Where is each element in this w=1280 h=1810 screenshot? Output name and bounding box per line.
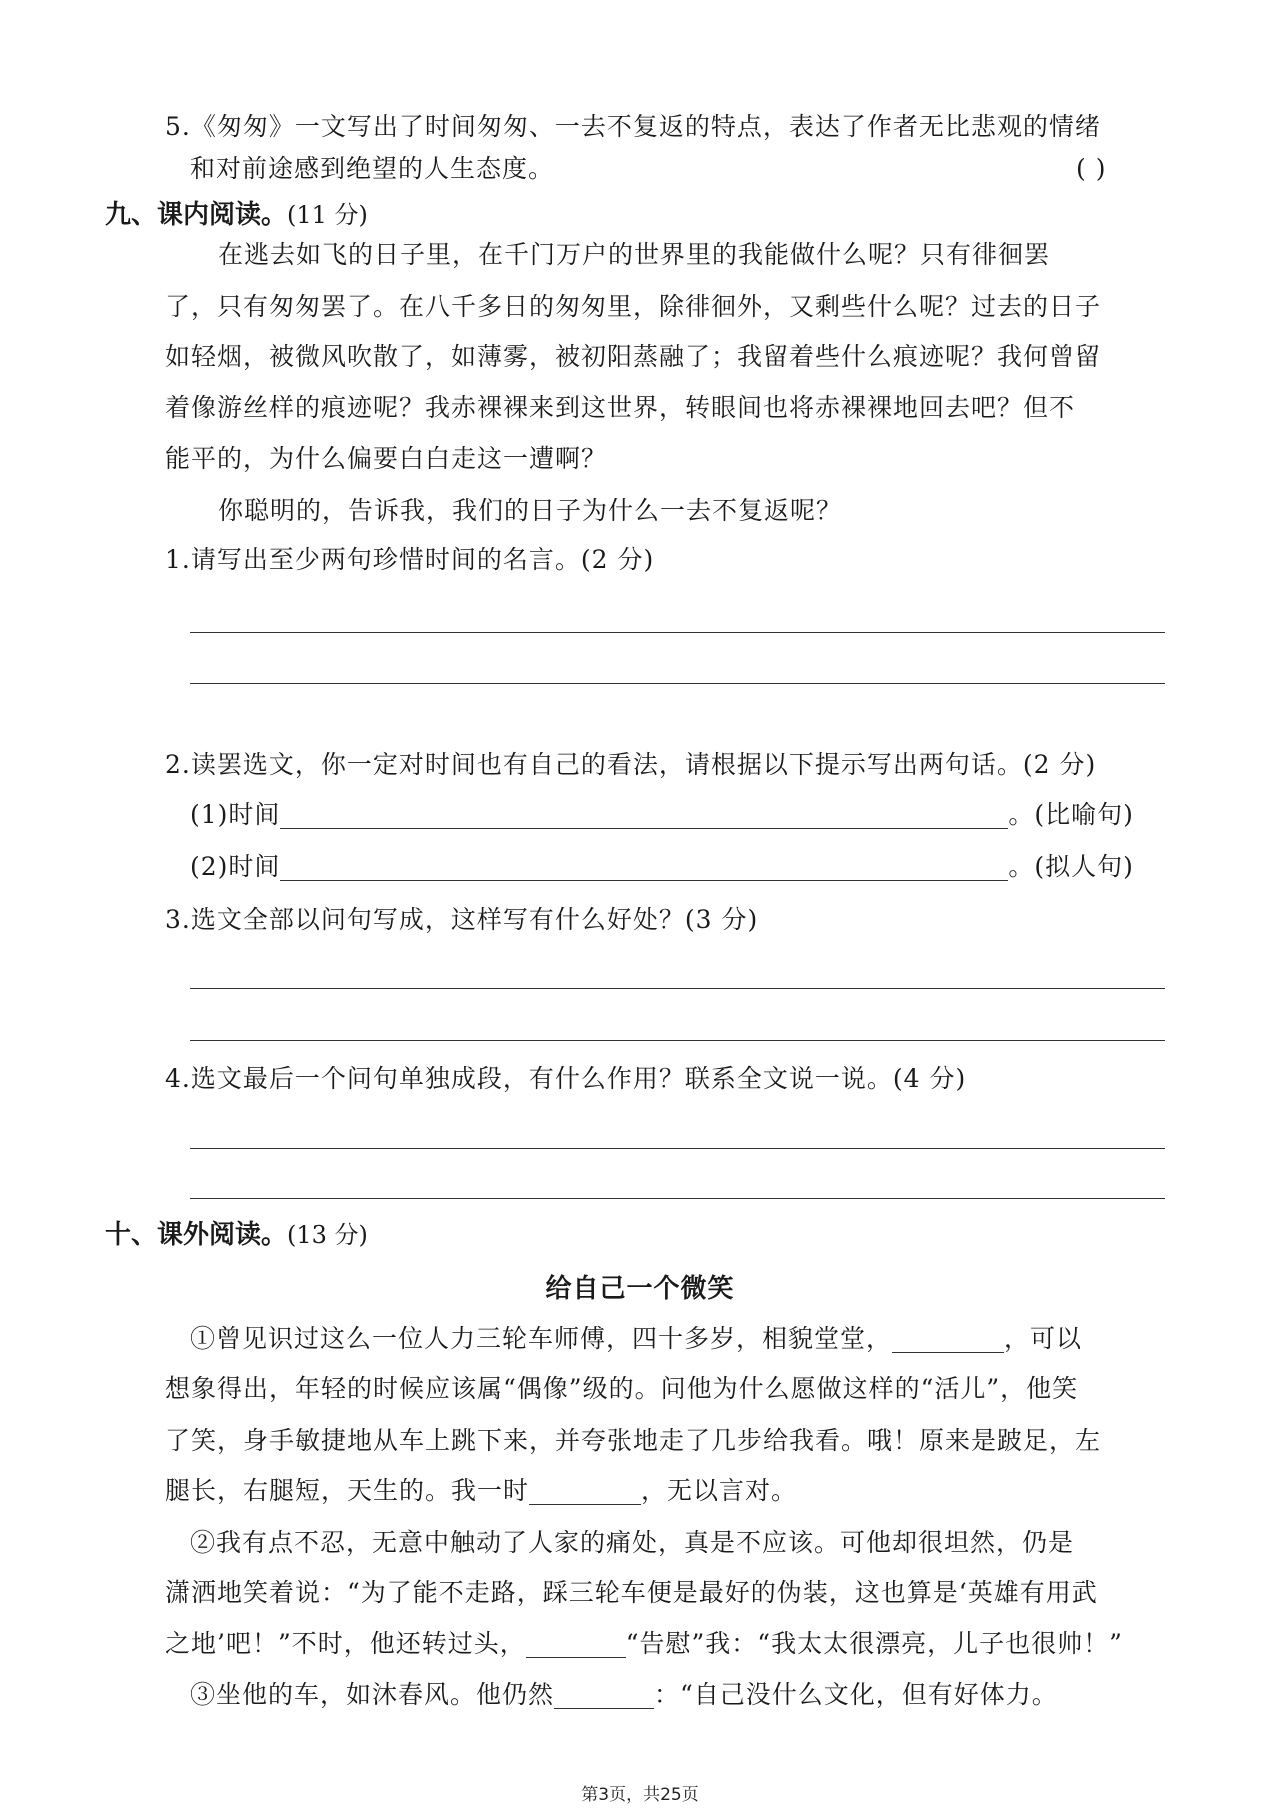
answer-line[interactable] [190, 1148, 1165, 1149]
paragraph-3-line-1 [190, 1678, 1058, 1712]
question-2: 2.读罢选文，你一定对时间也有自己的看法，请根据以下提示写出两句话。(2 分) [165, 750, 1097, 779]
section-9-title: 九、课内阅读。 [105, 200, 288, 230]
question-2-part-2 [190, 850, 1134, 884]
paragraph-2-line-3 [165, 1627, 1123, 1661]
question-2-part-1 [190, 798, 1134, 832]
answer-line[interactable] [190, 1198, 1165, 1199]
question-4: 4.选文最后一个问句单独成段，有什么作用？联系全文说一说。(4 分) [165, 1064, 967, 1093]
paragraph-2-line-2: 潇洒地笑着说：“为了能不走路，踩三轮车便是最好的伪装，这也算是‘英雄有用武 [165, 1578, 1098, 1607]
section-10-title: 十、课外阅读。 [105, 1220, 288, 1250]
text-segment: ，无以言对。 [641, 1476, 798, 1505]
paragraph-2-line-1: ②我有点不忍，无意中触动了人家的痛处，真是不应该。可他却很坦然，仍是 [190, 1528, 1075, 1557]
q2-part2-suffix: 。(拟人句) [1008, 852, 1134, 881]
passage-line: 能平的，为什么偏要白白走这一遭啊？ [165, 444, 608, 473]
section-10-points: (13 分) [287, 1221, 368, 1249]
text-segment: ③坐他的车，如沐春风。他仍然 [190, 1680, 555, 1709]
paragraph-1-line-4 [165, 1474, 797, 1508]
passage-line: 了，只有匆匆罢了。在八千多日的匆匆里，除徘徊外，又剩些什么呢？过去的日子 [165, 292, 1102, 321]
section-10-heading [105, 1218, 368, 1252]
answer-line[interactable] [190, 1040, 1165, 1041]
q8-item5-answer-paren[interactable]: ( ) [1076, 154, 1107, 183]
fill-blank-3[interactable] [526, 1631, 626, 1658]
fill-blank-1[interactable] [892, 1326, 1004, 1353]
q2-part1-prefix: (1)时间 [190, 800, 281, 829]
text-segment: ①曾见识过这么一位人力三轮车师傅，四十多岁，相貌堂堂， [190, 1324, 893, 1353]
q2-part1-blank[interactable] [280, 802, 1008, 829]
page-footer: 第3页，共25页 [581, 1785, 699, 1805]
text-segment: ，可以 [1004, 1324, 1083, 1353]
paragraph-1-line-1 [190, 1322, 1082, 1356]
passage-last-paragraph: 你聪明的，告诉我，我们的日子为什么一去不复返呢？ [218, 496, 843, 525]
q2-part2-prefix: (2)时间 [190, 852, 281, 881]
passage-line: 在逃去如飞的日子里，在千门万户的世界里的我能做什么呢？只有徘徊罢 [218, 240, 1051, 269]
section-9-points: (11 分) [287, 201, 368, 229]
paragraph-1-line-3: 了笑，身手敏捷地从车上跳下来，并夸张地走了几步给我看。哦！原来是跛足，左 [165, 1426, 1102, 1455]
text-segment: ：“自己没什么文化，但有好体力。 [654, 1680, 1058, 1709]
text-segment: “告慰”我：“我太太很漂亮，儿子也很帅！” [625, 1629, 1123, 1658]
answer-line[interactable] [190, 683, 1165, 684]
q2-part1-suffix: 。(比喻句) [1008, 800, 1134, 829]
q8-item5-line2: 和对前途感到绝望的人生态度。 [190, 154, 555, 183]
fill-blank-4[interactable] [554, 1682, 654, 1709]
q2-part2-blank[interactable] [280, 854, 1008, 881]
text-segment: 之地’吧！”不时，他还转过头， [165, 1629, 526, 1658]
answer-line[interactable] [190, 632, 1165, 633]
q8-item5-line1: 5.《匆匆》一文写出了时间匆匆、一去不复返的特点，表达了作者无比悲观的情绪 [165, 112, 1101, 141]
answer-line[interactable] [190, 988, 1165, 989]
paragraph-1-line-2: 想象得出，年轻的时候应该属“偶像”级的。问他为什么愿做这样的“活儿”，他笑 [165, 1374, 1079, 1403]
text-segment: 腿长，右腿短，天生的。我一时 [165, 1476, 530, 1505]
passage-line: 着像游丝样的痕迹呢？我赤裸裸来到这世界，转眼间也将赤裸裸地回去吧？但不 [165, 393, 1076, 422]
passage-line: 如轻烟，被微风吹散了，如薄雾，被初阳蒸融了；我留着些什么痕迹呢？我何曾留 [165, 342, 1102, 371]
fill-blank-2[interactable] [529, 1478, 641, 1505]
question-3: 3.选文全部以问句写成，这样写有什么好处？(3 分) [165, 905, 759, 934]
section-9-heading [105, 198, 368, 232]
question-1: 1.请写出至少两句珍惜时间的名言。(2 分) [165, 545, 655, 574]
article-title: 给自己一个微笑 [545, 1274, 735, 1304]
